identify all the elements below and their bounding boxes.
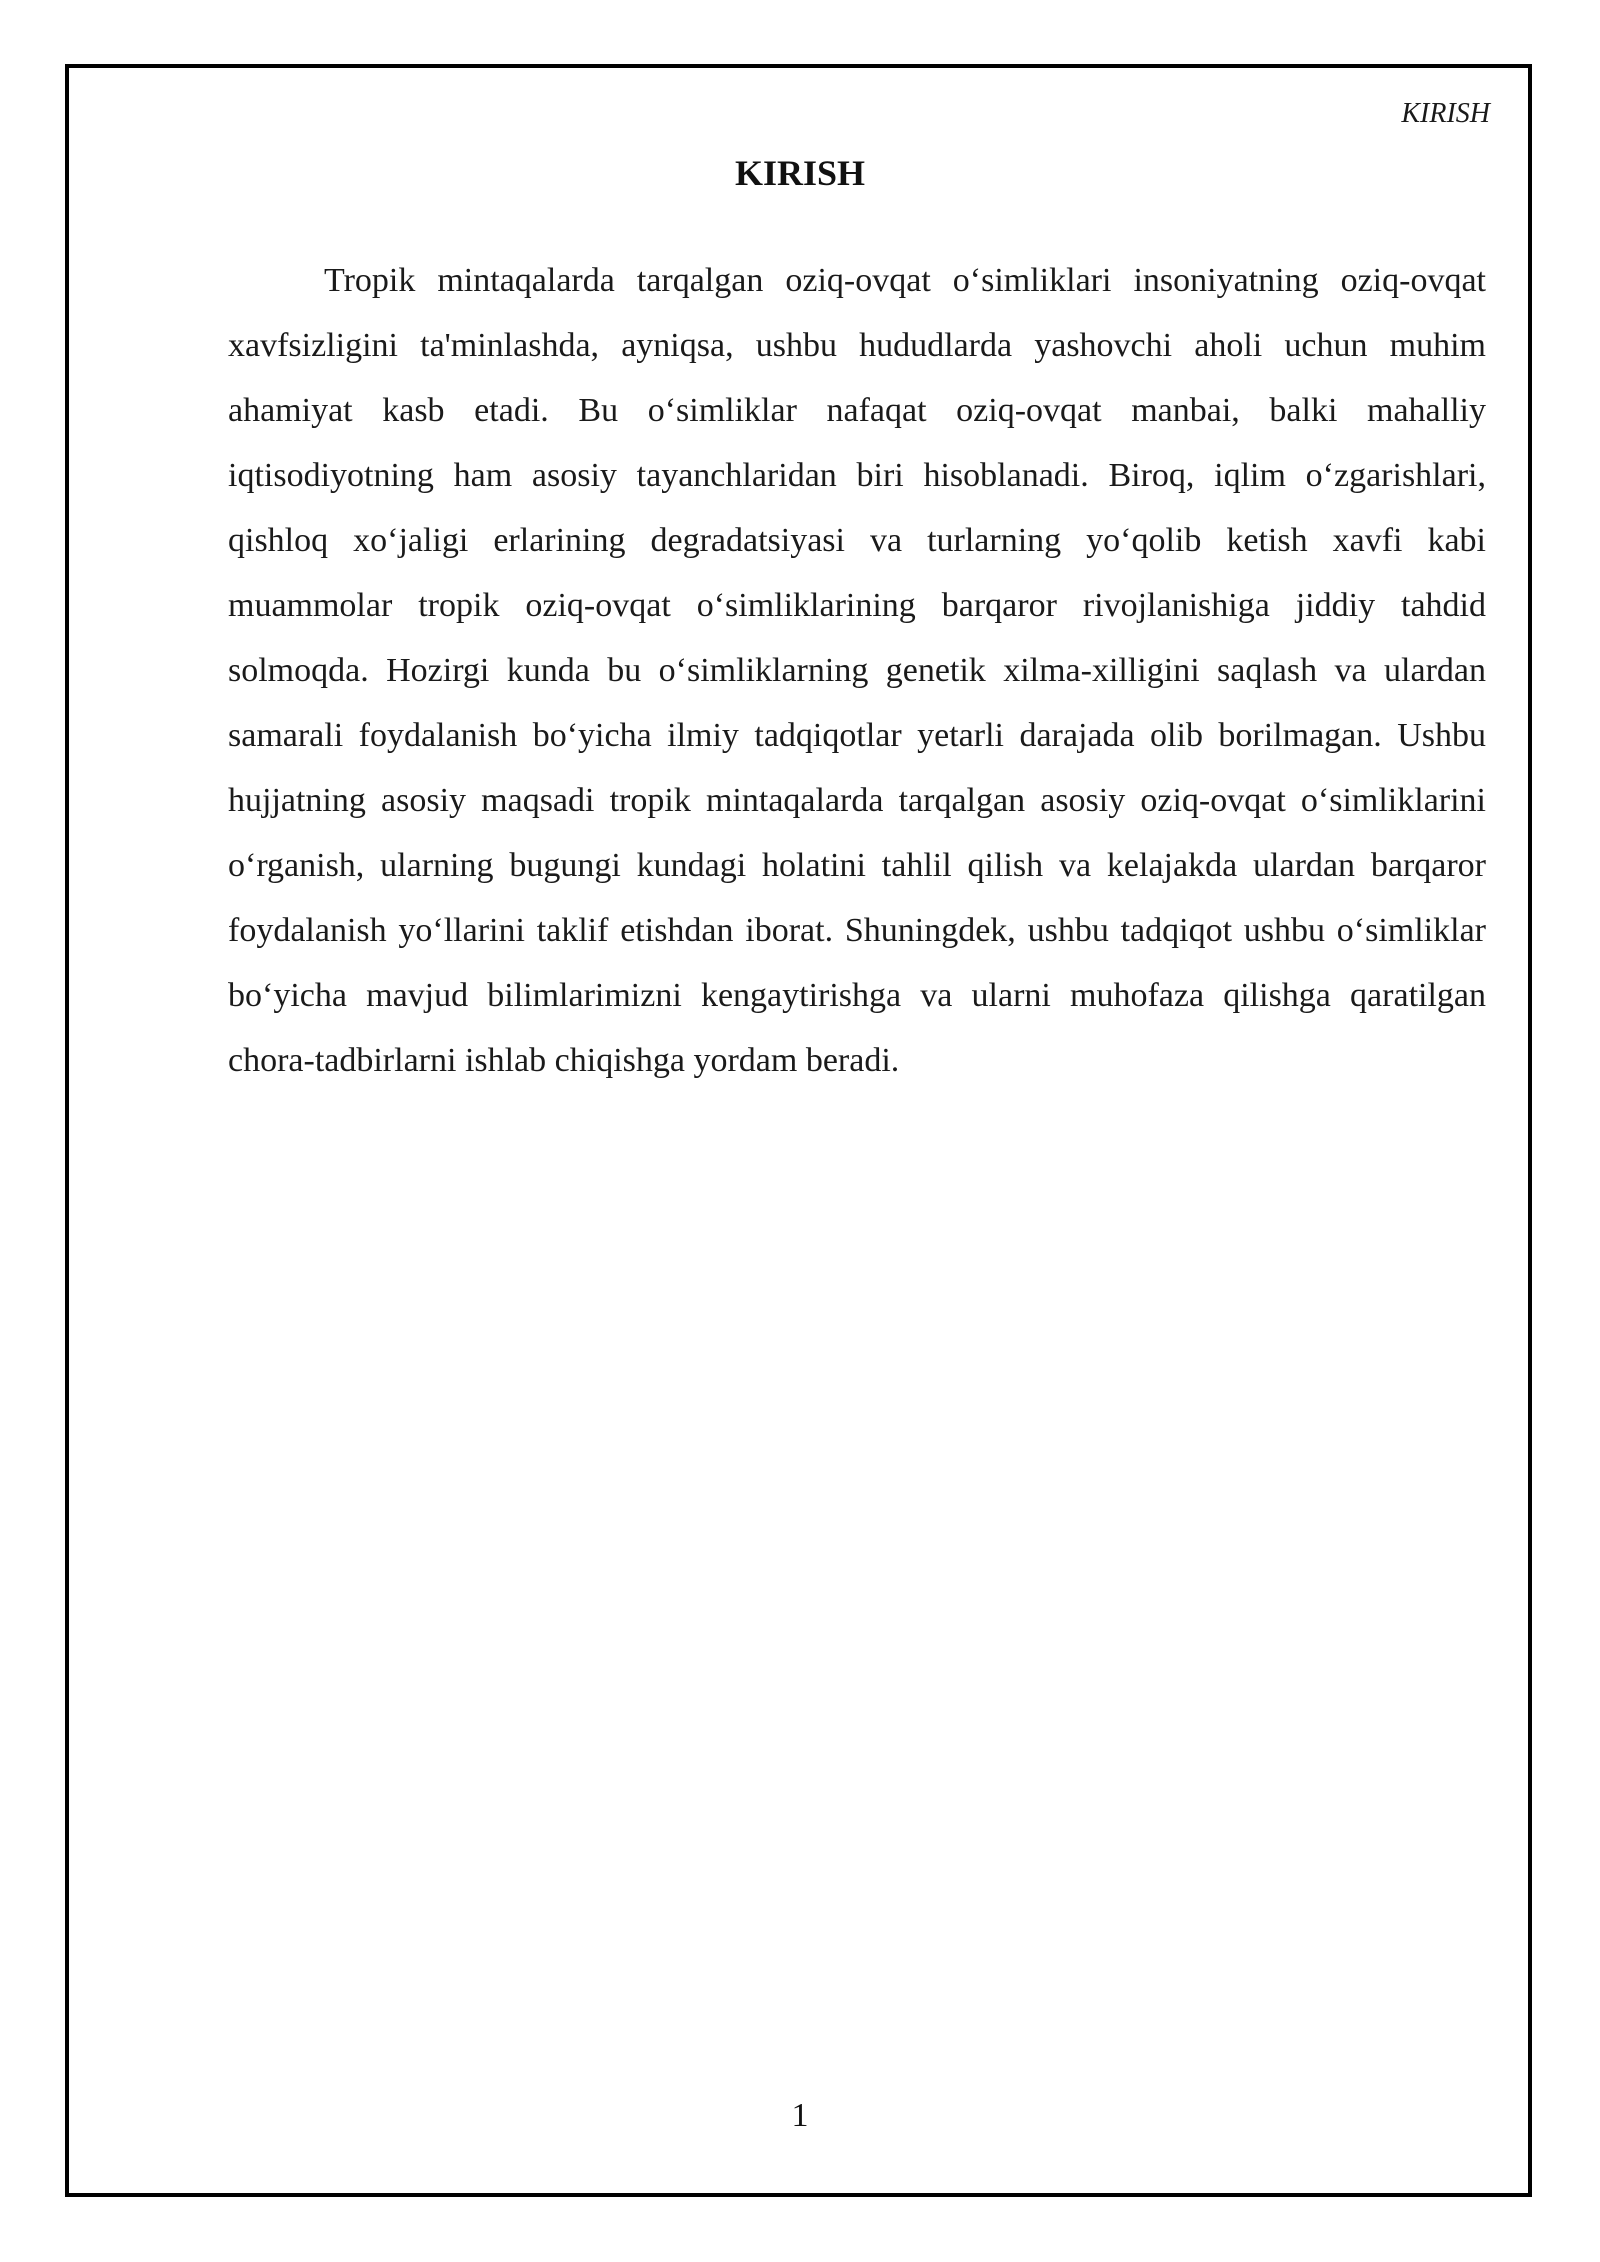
running-header: KIRISH <box>1401 98 1490 129</box>
page-number: 1 <box>791 2097 809 2134</box>
section-title: KIRISH <box>734 153 866 193</box>
body-paragraph: Tropik mintaqalarda tarqalgan oziq-ovqat o‘simliklari insoniyatning oziq-ovqat xavfsizligini ta'minlashda, ayniqsa, ushbu hududlarda yashovchi aholi uchun muhim ahamiyat kasb etadi. Bu o‘simliklar nafaqat oziq-ovqat manbai, balki mahalliy iqtisodiyotning ham asosiy tayanchlaridan biri hisoblanadi. Biroq, iqlim o‘zgarishlari, qishloq xo‘jaligi erlarining degradatsiyasi va turlarning yo‘qolib ketish xavfi kabi muammolar tropik oziq-ovqat o‘simliklarining barqaror rivojlanishiga jiddiy tahdid solmoqda. Hozirgi kunda bu o‘simliklarning genetik xilma-xilligini saqlash va ulardan samarali foydalanish bo‘yicha ilmiy tadqiqotlar yetarli darajada olib borilmagan. Ushbu hujjatning asosiy maqsadi tropik mintaqalarda tarqalgan asosiy oziq-ovqat o‘simliklarini o‘rganish, ularning bugungi kundagi holatini tahlil qilish va kelajakda ulardan barqaror foydalanish yo‘llarini taklif etishdan iborat. Shuningdek, ushbu tadqiqot ushbu o‘simliklar bo‘yicha mavjud bilimlarimizni kengaytirishga va ularni muhofaza qilishga qaratilgan chora-tadbirlarni ishlab chiqishga yordam beradi. <box>228 262 1486 1079</box>
